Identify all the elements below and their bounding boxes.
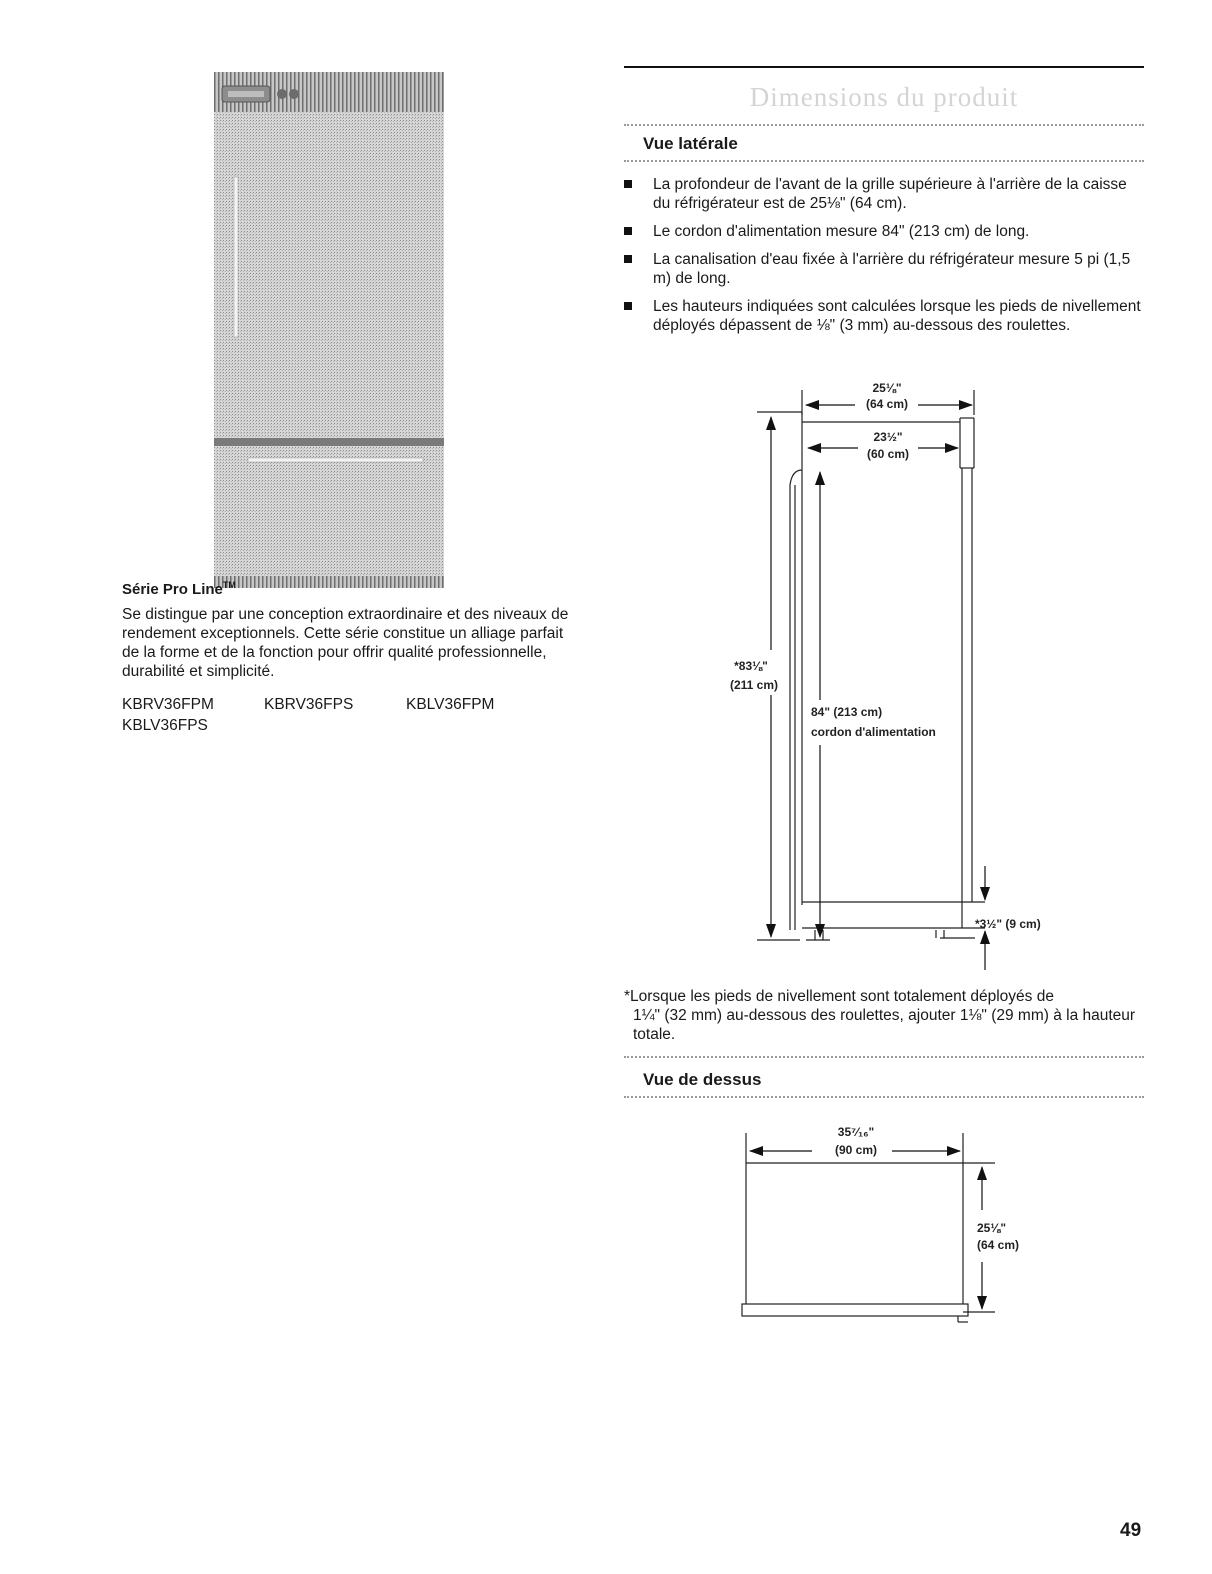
series-title: Série Pro Line™ <box>122 580 236 598</box>
depth-inches-label: 25⅛" <box>872 381 902 395</box>
bullet-square-icon <box>624 302 632 310</box>
refrigerator-image <box>214 72 444 588</box>
cord-label: cordon d'alimentation <box>811 725 936 739</box>
side-view-diagram <box>700 365 1070 980</box>
section-title: Dimensions du produit <box>749 82 1019 112</box>
inner-depth-cm-label: (60 cm) <box>866 447 910 461</box>
height-cm-label: (211 cm) <box>729 678 779 692</box>
top-depth-inches-label: 25⅛" <box>977 1221 1007 1235</box>
bullet-square-icon <box>624 180 632 188</box>
top-view-diagram <box>730 1115 1050 1330</box>
top-rule <box>624 66 1144 68</box>
side-view-bullets <box>624 175 1144 344</box>
divider <box>624 1056 1144 1058</box>
inner-depth-inches-label: 23½" <box>873 430 903 444</box>
height-inches-label: *83⅛" <box>734 659 768 673</box>
bullet-item: Les hauteurs indiquées sont calculées lorsque les pieds de nivellement déployés dépassent de ⅛" (3 mm) au-dessous des roulettes. <box>624 297 1144 335</box>
footnote: *Lorsque les pieds de nivellement sont totalement déployés de 1¼" (32 mm) au-dessous des roulettes, ajouter 1⅛" (29 mm) à la hauteur totale. <box>624 988 1136 1043</box>
bullet-item: La canalisation d'eau fixée à l'arrière du réfrigérateur mesure 5 pi (1,5 m) de long. <box>624 250 1144 288</box>
bullet-square-icon <box>624 255 632 263</box>
top-view-heading: Vue de dessus <box>643 1070 762 1089</box>
model-number: KBRV36FPS <box>264 696 354 713</box>
base-height-label: *3½" (9 cm) <box>975 917 1041 931</box>
divider <box>624 124 1144 126</box>
bullet-square-icon <box>624 227 632 235</box>
cord-length-label: 84" (213 cm) <box>811 705 883 719</box>
model-number: KBLV36FPS <box>122 717 208 734</box>
width-inches-label: 35⁷⁄₁₆" <box>837 1125 875 1139</box>
model-number: KBRV36FPM <box>122 696 214 713</box>
depth-cm-label: (64 cm) <box>865 397 909 411</box>
series-description: Se distingue par une conception extraordinaire et des niveaux de rendement exceptionnels. Cette série constitue un alliage parfait de la forme et de la fonction pour offrir qualité professionnelle, durabilité et simplicité. <box>122 606 569 680</box>
model-number: KBLV36FPM <box>406 696 495 713</box>
bullet-item: Le cordon d'alimentation mesure 84" (213 cm) de long. <box>624 222 1144 241</box>
divider <box>624 160 1144 162</box>
side-view-heading: Vue latérale <box>643 134 738 153</box>
bullet-item: La profondeur de l'avant de la grille supérieure à l'arrière de la caisse du réfrigérateur est de 25⅛" (64 cm). <box>624 175 1144 213</box>
width-cm-label: (90 cm) <box>834 1143 878 1157</box>
top-depth-cm-label: (64 cm) <box>977 1238 1020 1252</box>
model-list <box>122 694 582 736</box>
divider <box>624 1096 1144 1098</box>
page-number: 49 <box>1120 1520 1142 1541</box>
